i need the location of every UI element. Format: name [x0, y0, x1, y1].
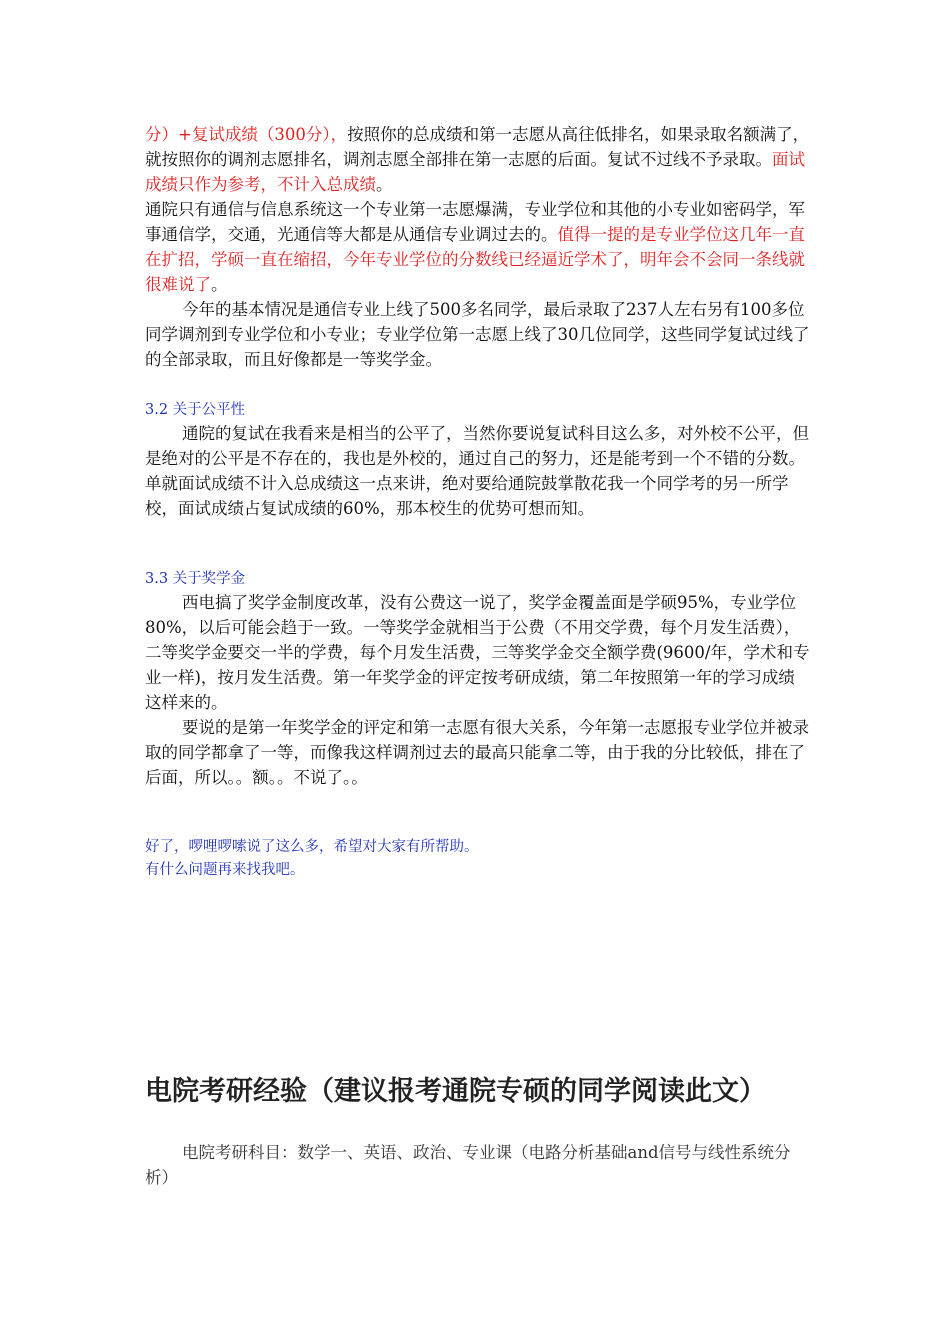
paragraph-major-overview: 通院只有通信与信息系统这一个专业第一志愿爆满，专业学位和其他的小专业如密码学，军事通信学，交通，光通信等大都是从通信专业调过去的。值得一提的是专业学位这几年一直在扩招，学硕一直在缩招，今年专业学位的分数线已经逼近学术了，明年会不会同一条线就很难说了。	[145, 200, 805, 294]
major-overview-text: 通院只有通信与信息系统这一个专业第一志愿爆满，专业学位和其他的小专业如密码学，军事通信学，交通，光通信等大都是从通信专业调过去的。	[145, 200, 805, 244]
paragraph-scholarship-reform: 西电搞了奖学金制度改革，没有公费这一说了，奖学金覆盖面是学硕95%，专业学位80%，以后可能会趋于一致。一等奖学金就相当于公费（不用交学费，每个月发生活费），二等奖学金要交一半的学费，每个月发生活费，三等奖学金交全额学费(9600/年，学术和专业一样)，按月发生活费。第一年奖学金的评定按考研成绩，第二年按照第一年的学习成绩这样来的。	[145, 593, 810, 712]
section-heading-scholarship: 3.3 关于奖学金	[145, 571, 246, 587]
article-title: 电院考研经验（建议报考通院专硕的同学阅读此文）	[145, 1076, 766, 1107]
admission-ranking-text: 按照你的总成绩和第一志愿从高往低排名，如果录取名额满了，就按照你的调剂志愿排名，调剂志愿全部排在第一志愿的后面。复试不过线不予录取。	[145, 125, 810, 169]
closing-remarks	[145, 836, 810, 882]
highlight-interview-note: 面试成绩只作为参考，不计入总成绩	[145, 150, 805, 194]
closing-line-2: 有什么问题再来找我吧。	[145, 862, 305, 878]
highlight-enrollment-trend: 值得一提的是专业学位这几年一直在扩招，学硕一直在缩招，今年专业学位的分数线已经逼近学术了，明年会不会同一条线就很难说了	[145, 225, 805, 294]
article-body	[145, 122, 810, 882]
paragraph-this-year-stats: 今年的基本情况是通信专业上线了500多名同学，最后录取了237人左右另有100多位同学调剂到专业学位和小专业；专业学位第一志愿上线了30几位同学，这些同学复试过线了的全部录取，而且好像都是一等奖学金。	[145, 300, 810, 369]
closing-line-1: 好了，啰哩啰嗦说了这么多，希望对大家有所帮助。	[145, 839, 479, 855]
exam-subjects-paragraph: 电院考研科目：数学一、英语、政治、专业课（电路分析基础and信号与线性系统分析）	[145, 1143, 791, 1187]
paragraph-fairness: 通院的复试在我看来是相当的公平了，当然你要说复试科目这么多，对外校不公平，但是绝对的公平是不存在的，我也是外校的，通过自己的努力，还是能考到一个不错的分数。单就面试成绩不计入总成绩这一点来讲，绝对要给通院鼓掌散花我一个同学考的另一所学校，面试成绩占复试成绩的60%，那本校生的优势可想而知。	[145, 424, 809, 518]
highlight-retest-score: 分）+复试成绩（300分），	[145, 125, 348, 144]
paragraph-scholarship-note: 要说的是第一年奖学金的评定和第一志愿有很大关系，今年第一志愿报专业学位并被录取的同学都拿了一等，而像我这样调剂过去的最高只能拿二等，由于我的分比较低，排在了后面，所以。。额。。不说了。。	[145, 718, 809, 787]
paragraph-admission-rule: 分）+复试成绩（300分），按照你的总成绩和第一志愿从高往低排名，如果录取名额满了，就按照你的调剂志愿排名，调剂志愿全部排在第一志愿的后面。复试不过线不予录取。面试成绩只作为参考，不计入总成绩。	[145, 125, 810, 194]
section-heading-fairness: 3.2 关于公平性	[145, 402, 246, 418]
